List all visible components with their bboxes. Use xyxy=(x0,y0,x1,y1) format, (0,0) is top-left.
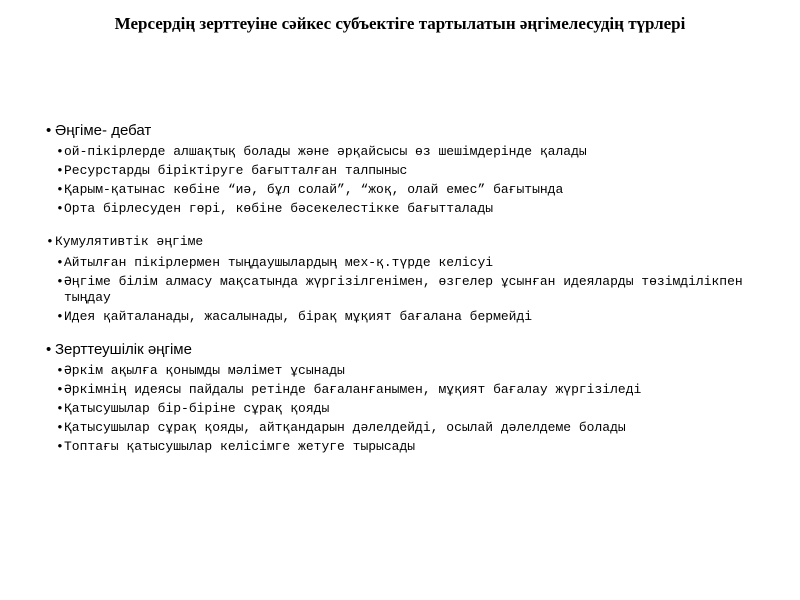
section-heading xyxy=(46,340,786,360)
bullet-icon: • xyxy=(56,401,64,416)
list-item xyxy=(56,144,786,160)
bullet-icon: • xyxy=(56,274,64,289)
list-item xyxy=(56,420,786,436)
list-item-text: Қатысушылар бір-біріне сұрақ қояды xyxy=(64,401,330,416)
list-item-text: Әркімнің идеясы пайдалы ретінде бағаланғанымен, мұқият бағалау жүргізіледі xyxy=(64,382,642,397)
list-item xyxy=(56,255,786,271)
list-item xyxy=(56,201,786,217)
content xyxy=(46,121,786,470)
list-item xyxy=(56,182,786,198)
list-item-text: Ресурстарды біріктіруге бағытталған талпыныс xyxy=(64,163,408,178)
list-item-text: Қарым-қатынас көбіне “иә, бұл солай”, “жоқ, олай емес” бағытында xyxy=(64,182,564,197)
section-heading xyxy=(46,121,786,141)
list-item-text: Идея қайталанады, жасалынады, бірақ мұқият бағалана бермейді xyxy=(64,309,533,324)
section-debate xyxy=(46,121,786,217)
bullet-icon: • xyxy=(56,382,64,397)
list-item-text: ой-пікірлерде алшақтық болады және әрқайсысы өз шешімдерінде қалады xyxy=(64,144,587,159)
bullet-icon: • xyxy=(46,234,54,249)
section-heading-text: Кумулятивтік әңгіме xyxy=(55,234,204,249)
list-item xyxy=(56,163,786,179)
bullet-icon: • xyxy=(56,309,64,324)
bullet-icon: • xyxy=(56,363,64,378)
list-item-text: Әркім ақылға қонымды мәлімет ұсынады xyxy=(64,363,345,378)
list-item xyxy=(56,309,786,325)
section-cumulative xyxy=(46,232,786,325)
bullet-icon: • xyxy=(56,163,64,178)
list-item-text: Әңгіме білім алмасу мақсатында жүргізілгенімен, өзгелер ұсынған идеяларды төзімділікпен тыңдау xyxy=(64,274,743,305)
bullet-icon: • xyxy=(56,144,64,159)
section-exploratory xyxy=(46,340,786,455)
bullet-icon: • xyxy=(56,182,64,197)
page-title: Мерсердің зерттеуіне сәйкес субъектіге тартылатын әңгімелесудің түрлері xyxy=(114,14,686,33)
list-item xyxy=(56,401,786,417)
bullet-icon: • xyxy=(56,439,64,454)
list-item xyxy=(56,363,786,379)
list-item-text: Топтағы қатысушылар келісімге жетуге тырысады xyxy=(64,439,416,454)
bullet-icon: • xyxy=(56,420,64,435)
bullet-icon: • xyxy=(56,255,64,270)
bullet-icon: • xyxy=(46,341,52,358)
bullet-icon: • xyxy=(56,201,64,216)
bullet-icon: • xyxy=(46,122,52,139)
list-item-text: Орта бірлесуден гөрі, көбіне бәсекелестікке бағытталады xyxy=(64,201,494,216)
list-item-text: Айтылған пікірлермен тыңдаушылардың мех-қ.түрде келісуі xyxy=(64,255,494,270)
list-item-text: Қатысушылар сұрақ қояды, айтқандарын дәлелдейді, осылай дәлелдеме болады xyxy=(64,420,626,435)
section-heading xyxy=(46,232,786,252)
section-heading-text: Зерттеушілік әңгіме xyxy=(55,341,192,358)
list-item xyxy=(56,439,786,455)
list-item xyxy=(56,382,786,398)
list-item xyxy=(56,274,786,306)
section-heading-text: Әңгіме- дебат xyxy=(55,122,152,139)
